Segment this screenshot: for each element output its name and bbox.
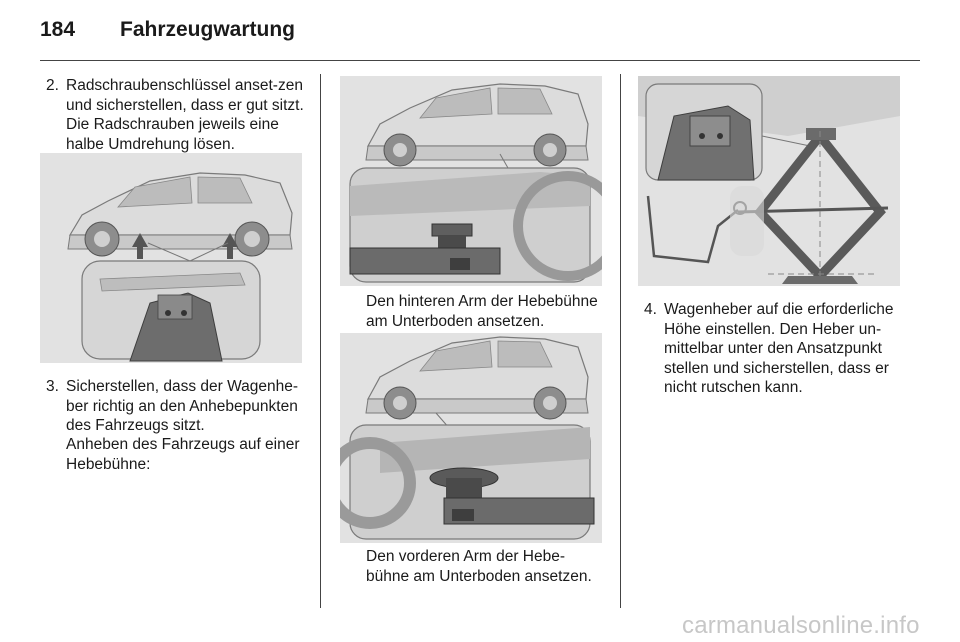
lift-front-arm-illustration [340, 333, 602, 543]
figure-rear-arm [340, 76, 602, 286]
front-arm-paragraph: Den vorderen Arm der Hebe-bühne am Unterboden ansetzen. [366, 548, 592, 585]
rear-arm-paragraph: Den hinteren Arm der Hebebühne am Unterboden ansetzen. [366, 293, 598, 330]
page-title: Fahrzeugwartung [120, 18, 296, 41]
step-text: Radschraubenschlüssel anset-zen und sicherstellen, dass er gut sitzt. Die Radschrauben jeweils eine halbe Umdrehung lösen. [66, 77, 304, 153]
page-number: 184 [40, 18, 76, 41]
figure-jack-points [40, 153, 302, 363]
column-divider-right [620, 74, 621, 608]
lift-rear-arm-illustration [340, 76, 602, 286]
scissor-jack-illustration [638, 76, 900, 286]
figure-jack-height [638, 76, 900, 286]
lift-intro-paragraph: Anheben des Fahrzeugs auf einer Hebebühne: [66, 436, 300, 473]
step-number: 3. [46, 378, 59, 395]
step-text: Sicherstellen, dass der Wagenhe-ber richtig an den Anhebepunkten des Fahrzeugs sitzt. [66, 378, 299, 434]
column-divider-left [320, 74, 321, 608]
page-header [40, 18, 920, 48]
watermark-text: carmanualsonline.info [682, 612, 920, 639]
header-rule [40, 60, 920, 61]
step-number: 2. [46, 77, 59, 94]
figure-front-arm [340, 333, 602, 543]
step-number: 4. [644, 301, 657, 318]
car-jack-points-illustration [40, 153, 302, 363]
step-text: Wagenheber auf die erforderliche Höhe einstellen. Den Heber un-mittelbar unter den Ansatzpunkt stellen und sicherstellen, dass er nicht rutschen kann. [664, 301, 894, 396]
